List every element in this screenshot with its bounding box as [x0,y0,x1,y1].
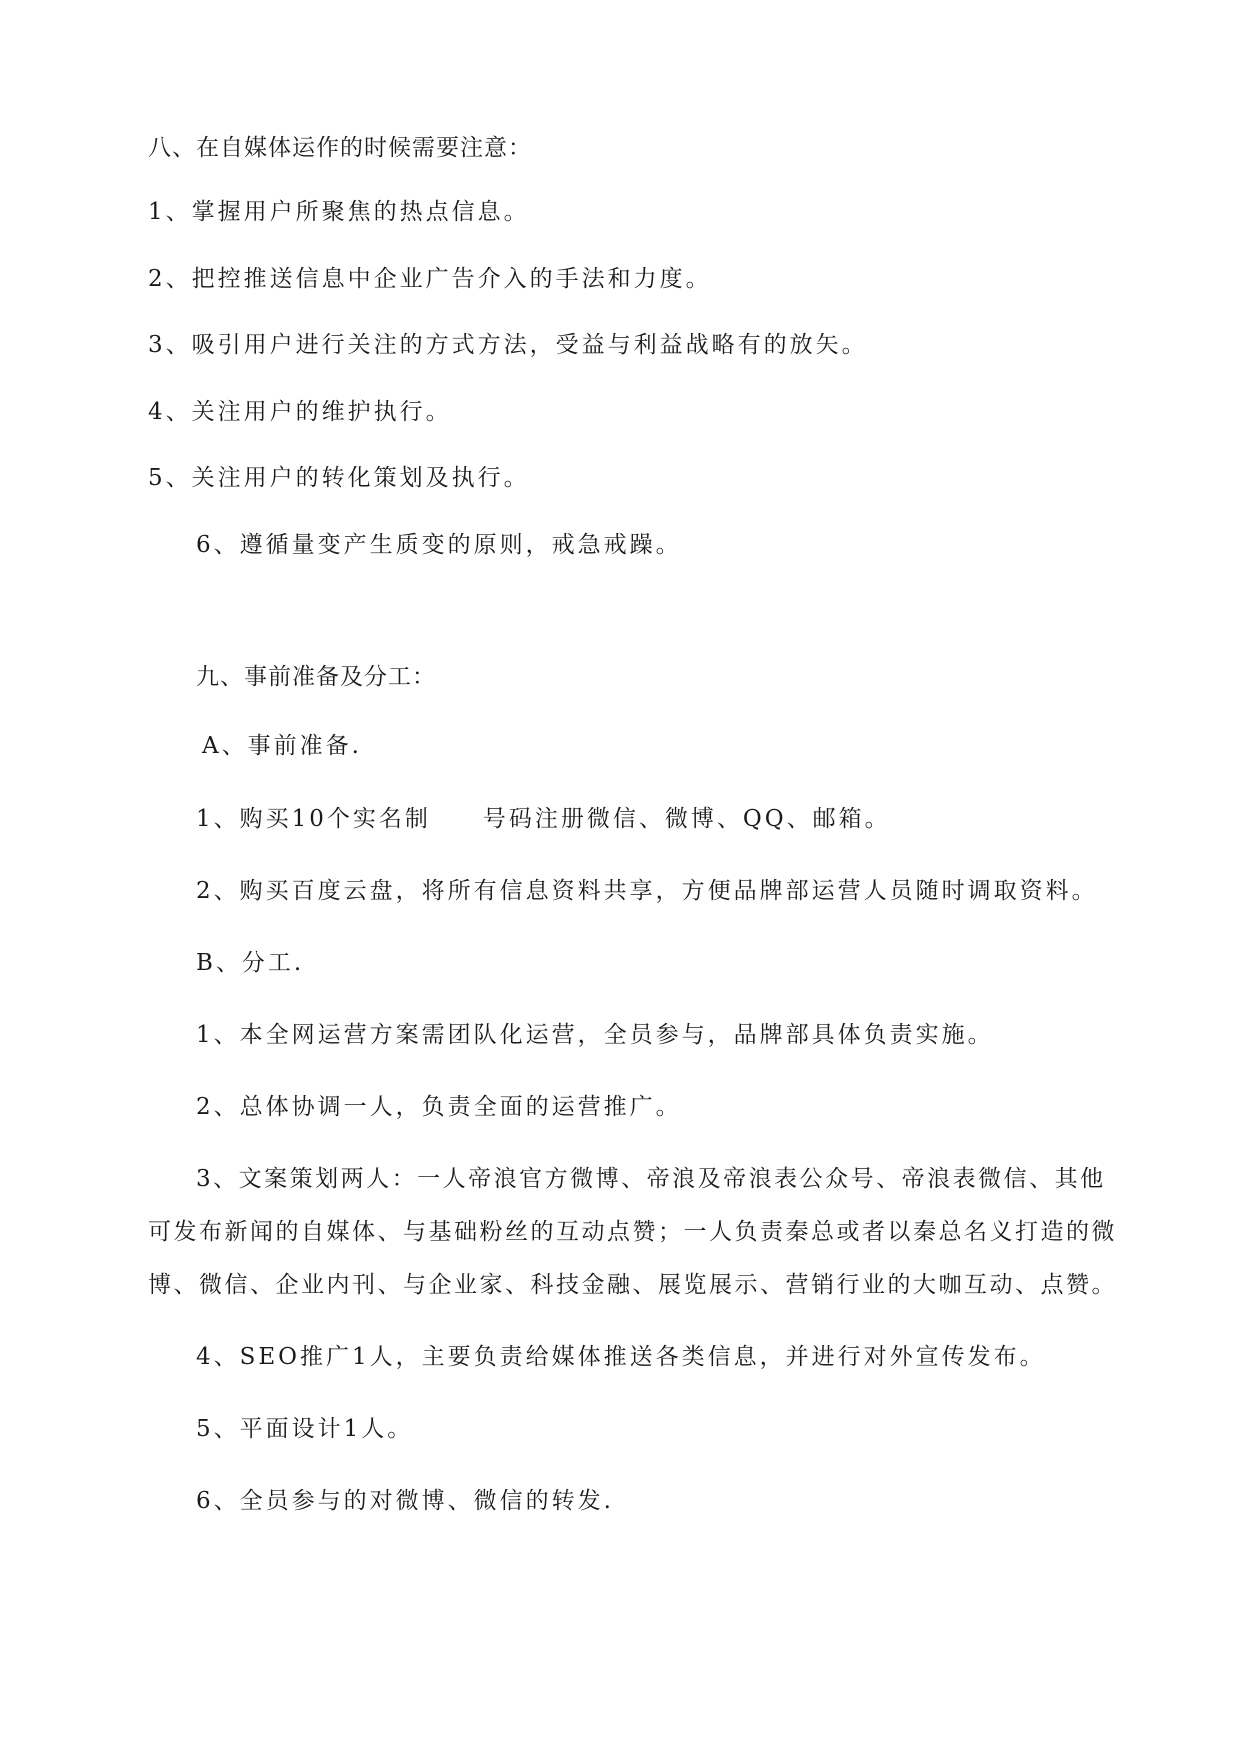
division-item-1: 1、本全网运营方案需团队化运营，全员参与，品牌部具体负责实施。 [196,1022,994,1048]
division-item-3-line-3: 博、微信、企业内刊、与企业家、科技金融、展览展示、营销行业的大咖互动、点赞。 [148,1272,1117,1298]
section-8-item-1: 1、掌握用户所聚焦的热点信息。 [148,199,530,225]
prep-item-1: 1、购买10个实名制 号码注册微信、微博、QQ、邮箱。 [196,806,891,832]
section-8-item-6: 6、遵循量变产生质变的原则，戒急戒躁。 [196,532,682,558]
division-item-3-line-1: 3、文案策划两人：一人帝浪官方微博、帝浪及帝浪表公众号、帝浪表微信、其他 [196,1166,1106,1192]
division-item-2: 2、总体协调一人，负责全面的运营推广。 [196,1094,682,1120]
section-8-item-4: 4、关注用户的维护执行。 [148,399,452,425]
section-8-item-3: 3、吸引用户进行关注的方式方法，受益与利益战略有的放矢。 [148,332,868,358]
section-8-heading: 八、在自媒体运作的时候需要注意： [148,135,532,161]
division-item-3-line-2: 可发布新闻的自媒体、与基础粉丝的互动点赞；一人负责秦总或者以秦总名义打造的微 [148,1219,1117,1245]
section-8-item-5: 5、关注用户的转化策划及执行。 [148,465,530,491]
division-item-6: 6、全员参与的对微博、微信的转发. [196,1488,614,1514]
section-9-heading: 九、事前准备及分工： [196,664,436,690]
prep-item-2: 2、购买百度云盘，将所有信息资料共享，方便品牌部运营人员随时调取资料。 [196,878,1098,904]
division-item-4: 4、SEO推广1人，主要负责给媒体推送各类信息，并进行对外宣传发布。 [196,1344,1046,1370]
section-8-item-2: 2、把控推送信息中企业广告介入的手法和力度。 [148,266,712,292]
division-label: B、分工. [196,950,305,976]
prep-label: A、事前准备. [202,733,362,759]
division-item-5: 5、平面设计1人。 [196,1416,414,1442]
